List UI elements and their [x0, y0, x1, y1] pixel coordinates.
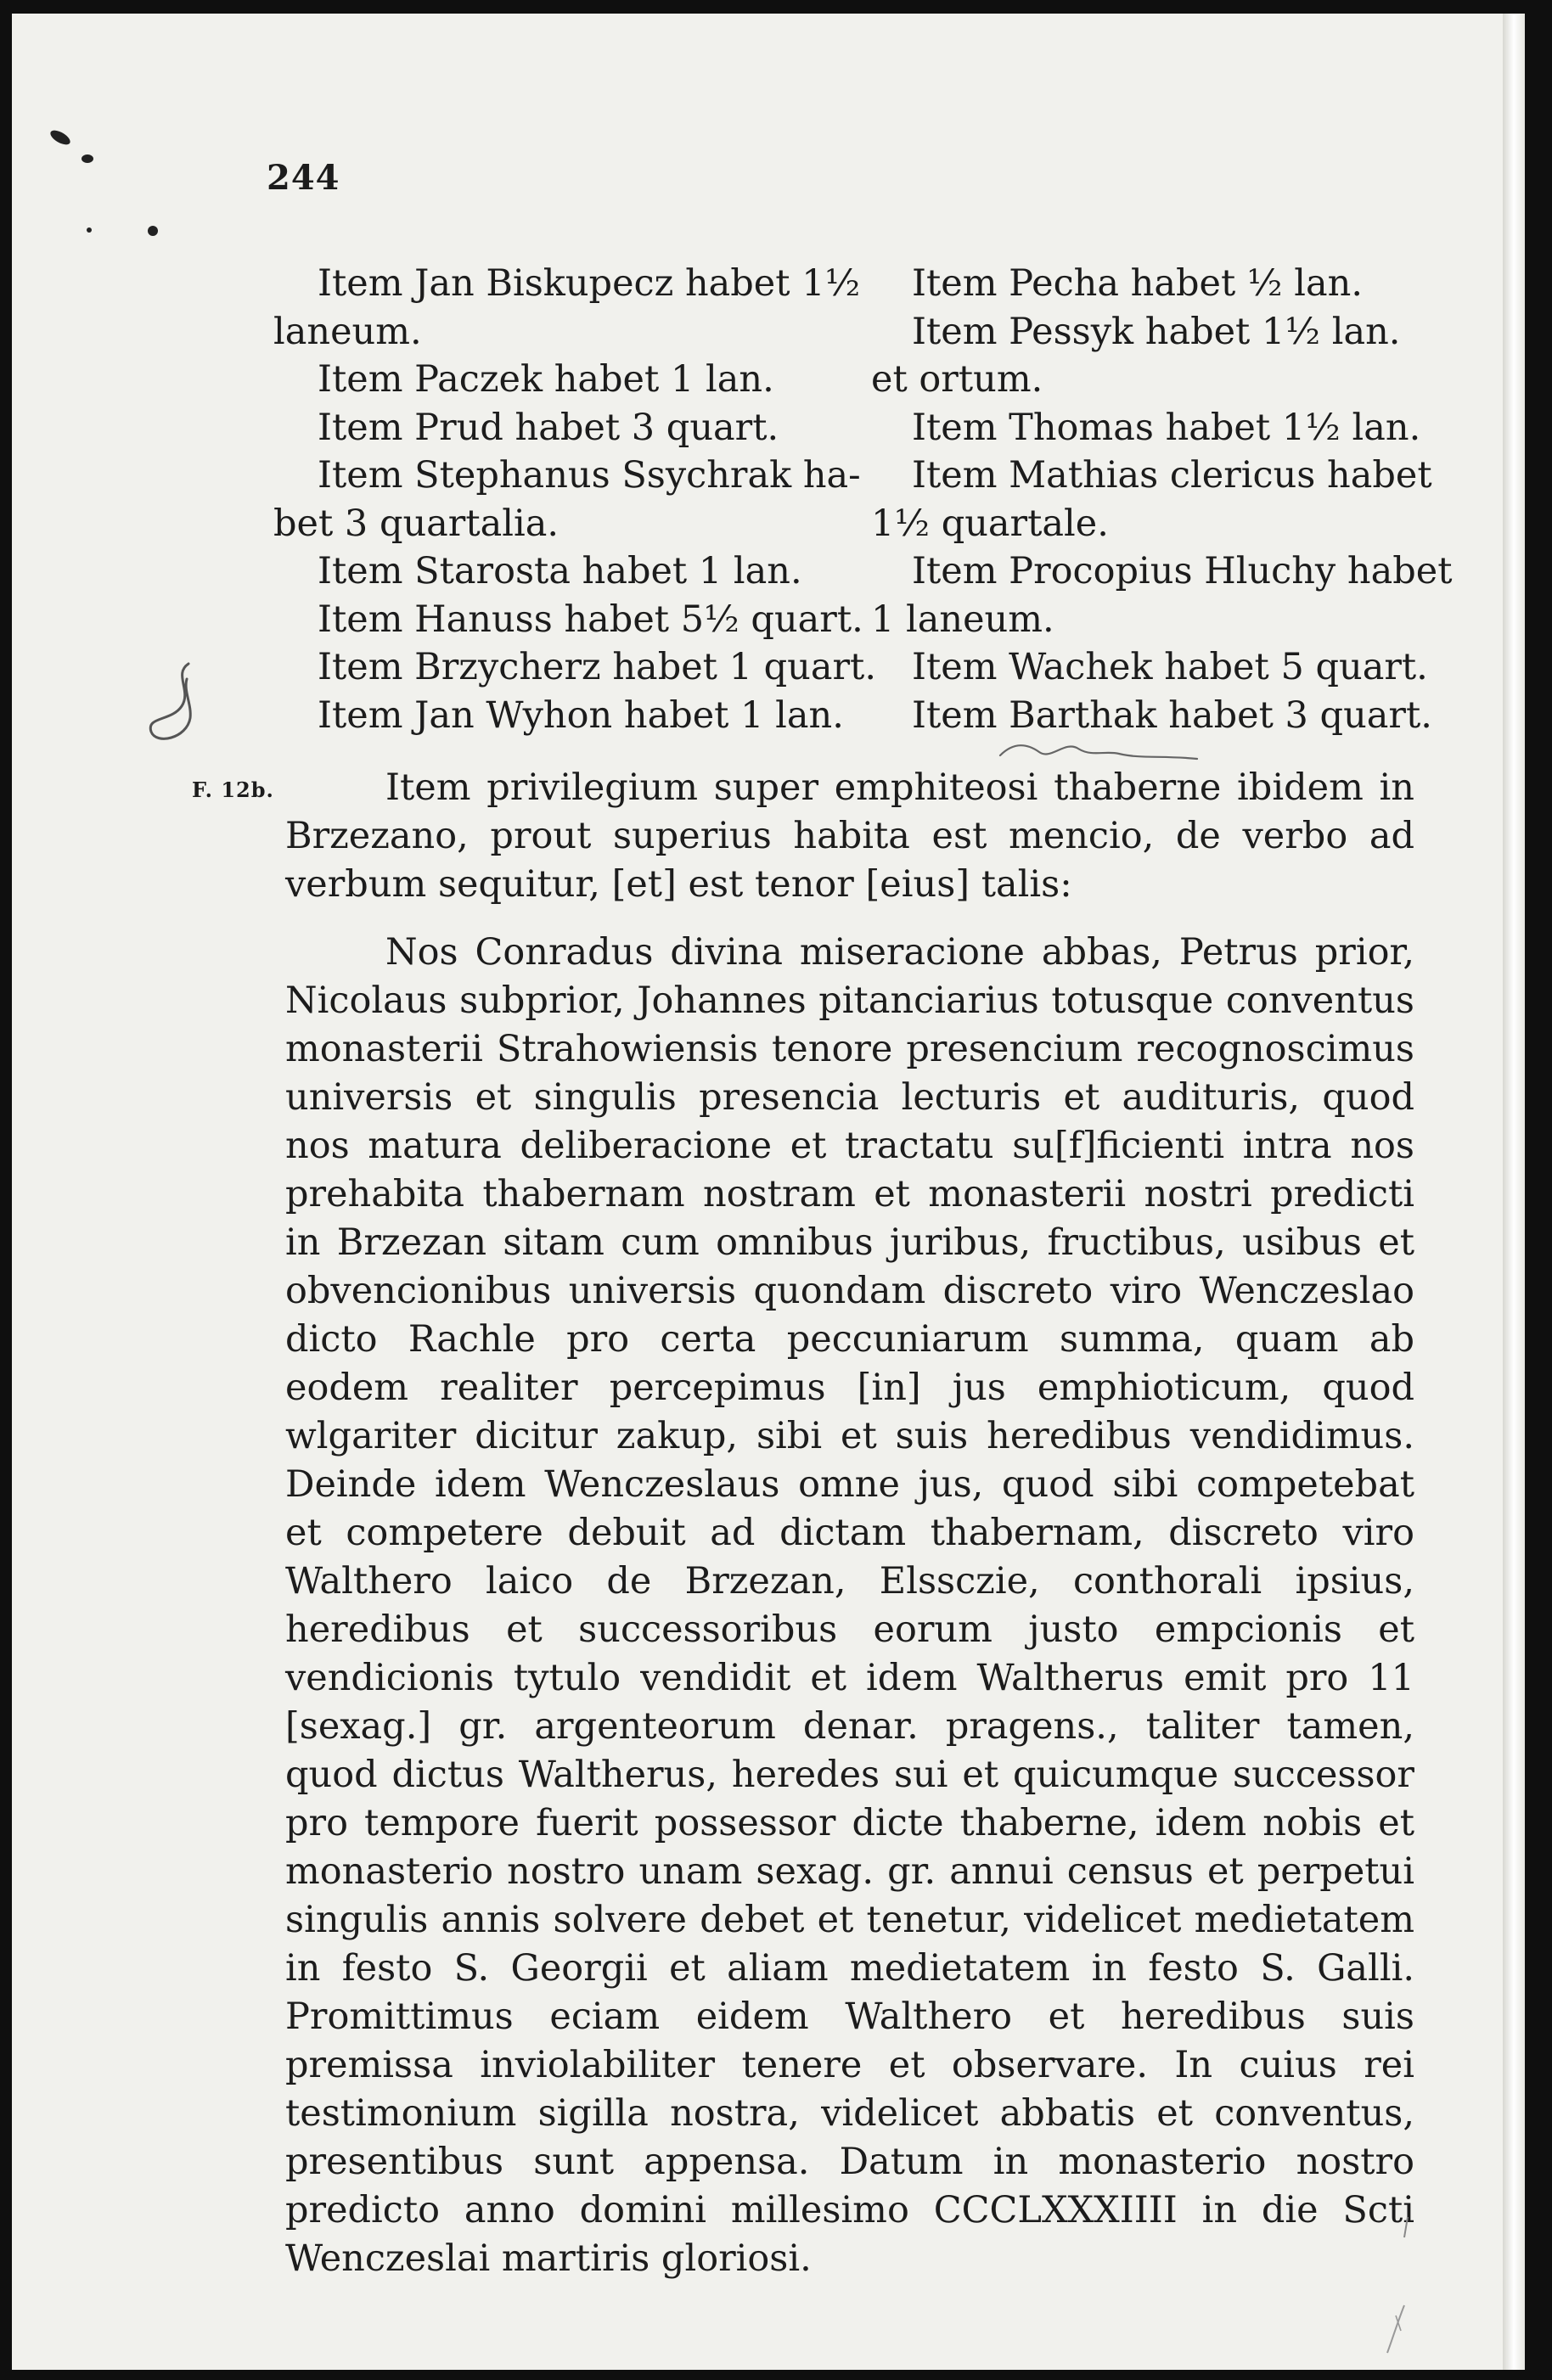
entry-text: Item Stephanus Ssychrak ha-: [318, 454, 861, 497]
list-item: [273, 452, 861, 547]
entry-continuation: et ortum.: [871, 358, 1043, 401]
list-item: [871, 643, 1428, 692]
page-number: 244: [267, 158, 340, 198]
pencil-margin-mark: [1379, 2212, 1421, 2356]
scan-speck: [148, 226, 158, 236]
scanned-page: [12, 14, 1525, 2370]
entry-continuation: laneum.: [273, 310, 422, 353]
list-item: [273, 260, 861, 356]
entry-text: Item Barthak habet 3 quart.: [912, 693, 1432, 737]
intro-paragraph: [285, 764, 1414, 909]
entry-text: Item Pecha habet ½ lan.: [912, 262, 1364, 305]
list-item: [273, 596, 863, 644]
pencil-underline-mark: [997, 733, 1201, 767]
entry-text: Item Starosta habet 1 lan.: [318, 550, 802, 592]
right-holdings-list: [871, 260, 1453, 739]
entry-text: Item Mathias clericus habet: [912, 454, 1432, 497]
handwritten-margin-mark: [139, 657, 207, 750]
list-item: [871, 308, 1408, 404]
list-item: [273, 356, 821, 404]
folio-marker: F. 12b.: [192, 777, 274, 802]
scan-speck: [82, 154, 93, 163]
list-item: [871, 692, 1432, 740]
list-item: [273, 547, 821, 596]
entry-continuation: 1½ quartale.: [871, 502, 1109, 545]
entry-continuation: 1 laneum.: [871, 598, 1054, 641]
list-item: [871, 260, 1408, 308]
page-edge: [1503, 14, 1525, 2370]
left-holdings-list: [273, 260, 876, 739]
charter-text: Nos Conradus divina miseracione abbas, Petrus prior, Nicolaus subprior, Johannes pitanciarius totusque conventus monasterii Strahowiensis tenore presencium recognoscimus universis et singulis presencia lecturis et audituris, quod nos matura deliberacione et tractatu su[f]ficienti intra nos prehabita thabernam nostram et monasterii nostri predicti in Brzezan sitam cum omnibus juribus, fructibus, usibus et obvencionibus universis quondam discreto viro Wenczeslao dicto Rachle pro certa peccuniarum summa, quam ab eodem realiter percepimus [in] jus emphioticum, quod wlgariter dicitur zakup, sibi et suis heredibus vendidimus. Deinde idem Wenczeslaus omne jus, quod sibi competebat et competere debuit ad dictam thabernam, discreto viro Walthero laico de Brzezan, Elssczie, conthorali ipsius, heredibus et successoribus eorum justo empcionis et vendicionis tytulo vendidit et idem Waltherus emit pro 11 [sexag.] gr. argenteorum denar. pragens., taliter tamen, quod dictus Waltherus, heredes sui et quicumque successor pro tempore fuerit possessor dicte thaberne, idem nobis et monasterio nostro unam sexag. gr. annui census et perpetui singulis annis solvere debet et tenetur, videlicet medietatem in festo S. Georgii et aliam medietatem in festo S. Galli. Promittimus eciam eidem Walthero et heredibus suis premissa inviolabiliter tenere et observare. In cuius rei testimonium sigilla nostra, videlicet abbatis et conventus, presentibus sunt appensa. Datum in monasterio nostro predicto anno domini millesimo CCCLXXXIIII in die Scti Wenczeslai martiris gloriosi.: [285, 931, 1414, 2280]
entry-text: Item Procopius Hluchy habet: [912, 550, 1453, 592]
intro-text: Item privilegium super emphiteosi thaberne ibidem in Brzezano, prout superius habita est mencio, de verbo ad verbum sequitur, [et] est tenor [eius] talis:: [285, 766, 1414, 906]
list-item: [871, 404, 1421, 452]
list-item: [273, 643, 876, 692]
list-item: [871, 452, 1432, 547]
entry-text: Item Thomas habet 1½ lan.: [912, 406, 1421, 449]
entry-continuation: bet 3 quartalia.: [273, 502, 560, 545]
entry-text: Item Hanuss habet 5½ quart.: [318, 598, 863, 641]
entry-text: Item Pessyk habet 1½ lan.: [912, 310, 1401, 353]
list-item: [871, 547, 1453, 643]
scan-speck: [87, 227, 92, 233]
list-item: [273, 692, 844, 740]
list-item: [273, 404, 821, 452]
entry-text: Item Jan Biskupecz habet 1½: [318, 262, 861, 305]
entry-text: Item Paczek habet 1 lan.: [318, 358, 774, 401]
entry-text: Item Jan Wyhon habet 1 lan.: [318, 693, 844, 737]
entry-text: Item Prud habet 3 quart.: [318, 406, 779, 449]
scan-speck: [48, 127, 73, 147]
entry-text: Item Wachek habet 5 quart.: [912, 646, 1428, 688]
entry-text: Item Brzycherz habet 1 quart.: [318, 646, 876, 688]
charter-paragraph: [285, 929, 1414, 2283]
